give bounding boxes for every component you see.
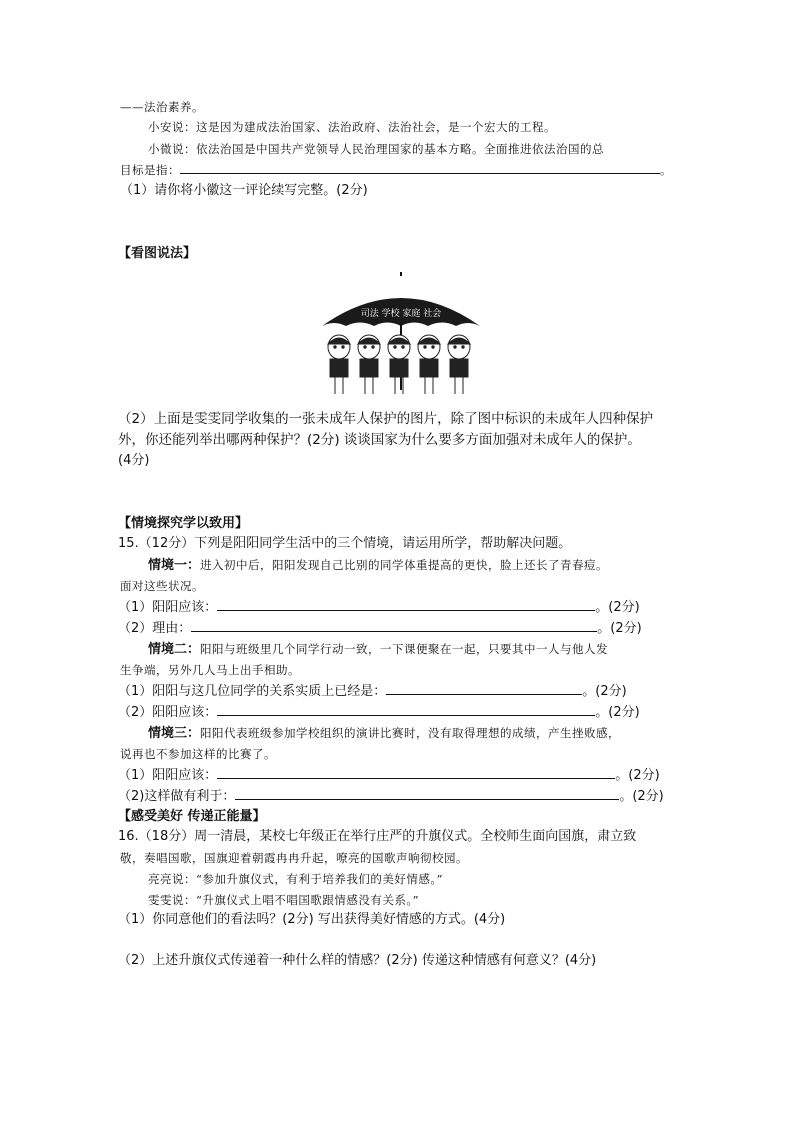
scenario-2-q2: [118, 703, 640, 722]
children-group: [328, 335, 470, 394]
answer-blank[interactable]: [191, 619, 597, 632]
scenario-3-text2: 说再也不参加这样的比赛了。: [120, 747, 276, 761]
points: 。(2分): [615, 768, 660, 783]
answer-blank[interactable]: [217, 598, 595, 611]
q-label: （1）阳阳应该：: [118, 768, 218, 783]
q-label: （1）阳阳应该：: [118, 600, 218, 615]
q-label: （2）阳阳应该：: [118, 705, 218, 720]
scenario-2-text: 阳阳与班级里几个同学行动一致，一下课便聚在一起，只要其中一人与他人发: [200, 642, 609, 656]
section-kantu: 【看图说法】: [118, 246, 197, 261]
scenario-2-text2: 生争端，另外几人马上出手相助。: [120, 663, 300, 677]
answer-blank[interactable]: [217, 766, 615, 779]
scenario-1-label: 情境一：: [148, 558, 201, 573]
scenario-1-text: 进入初中后，阳阳发现自己比别的同学体重提高的更快，脸上还长了青春痘。: [200, 558, 609, 572]
scenario-3-label: 情境三：: [148, 726, 201, 741]
goal-label: 目标是指：: [120, 163, 180, 177]
q16-text: 16.（18分）周一清晨，某校七年级正在举行庄严的升旗仪式。全校师生面向国旗，肃立致: [118, 829, 637, 844]
q-label: （2）理由：: [118, 621, 192, 636]
q-label: （2)这样做有利于：: [118, 789, 236, 804]
scenario-3-q1: [118, 766, 660, 785]
scenario-2-q1: [118, 682, 627, 701]
question-16-2: （2）上述升旗仪式传递着一种什么样的情感？(2分) 传递这种情感有何意义？(4分): [118, 953, 597, 968]
line-xiaoan: 小安说：这是因为建成法治国家、法治政府、法治社会，是一个宏大的工程。: [148, 120, 556, 134]
question-2-line3: (4分): [118, 453, 150, 468]
scenario-1-q2: [118, 619, 642, 638]
scenario-3-text: 阳阳代表班级参加学校组织的演讲比赛时，没有取得理想的成绩，产生挫败感，: [200, 726, 621, 740]
umbrella-label: 司法 学校 家庭 社会: [360, 309, 442, 319]
question-16-line2: 敬，奏唱国歌，国旗迎着朝霞冉冉升起，嘹亮的国歌声响彻校园。: [120, 851, 468, 865]
scenario-1-text2: 面对这些状况。: [120, 579, 204, 593]
scenario-1: [148, 556, 608, 575]
question-1: （1）请你将小徽这一评论续写完整。(2分): [120, 183, 368, 198]
goal-suffix: 。: [660, 163, 672, 177]
points: 。(2分): [582, 684, 627, 699]
umbrella-children-image: [318, 272, 484, 398]
answer-blank[interactable]: [386, 682, 582, 695]
question-16-1: （1）你同意他们的看法吗？(2分) 写出获得美好情感的方式。(4分): [118, 912, 506, 927]
scenario-1-q1: [118, 598, 640, 617]
question-15: 15.（12分）下列是阳阳同学生活中的三个情境，请运用所学，帮助解决问题。: [118, 536, 572, 551]
section-ganshou: 【感受美好 传递正能量】: [118, 809, 266, 824]
points: 。(2分): [595, 600, 640, 615]
answer-blank[interactable]: [180, 161, 660, 174]
question-16-wenwen: 雯雯说：“升旗仪式上唱不唱国歌跟情感没有关系。”: [148, 893, 420, 907]
line-fazhi: ——法治素养。: [120, 100, 204, 114]
scenario-2: [148, 640, 608, 659]
scenario-3: [148, 724, 620, 743]
answer-blank[interactable]: [235, 787, 619, 800]
section-qingjing: 【情境探究学以致用】: [118, 516, 249, 531]
points: 。(2分): [597, 621, 642, 636]
question-16-liangliang: 亮亮说：“参加升旗仪式，有利于培养我们的美好情感。”: [148, 872, 444, 886]
question-16: [118, 828, 636, 846]
scenario-3-q2: [118, 787, 664, 806]
scenario-2-label: 情境二：: [148, 642, 201, 657]
question-2-line2: 外，你还能列举出哪两种保护？(2分) 谈谈国家为什么要多方面加强对未成年人的保护。: [118, 432, 641, 448]
answer-blank[interactable]: [217, 703, 595, 716]
line-goal: [120, 161, 672, 179]
line-xiaowei: 小微说：依法治国是中国共产党领导人民治理国家的基本方略。全面推进依法治国的总: [148, 142, 604, 156]
question-2-line1: （2）上面是雯雯同学收集的一张未成年人保护的图片，除了图中标识的未成年人四种保护: [118, 411, 654, 427]
q-label: （1）阳阳与这几位同学的关系实质上已经是：: [118, 684, 387, 699]
points: 。(2分): [595, 705, 640, 720]
points: 。(2分): [619, 789, 664, 804]
